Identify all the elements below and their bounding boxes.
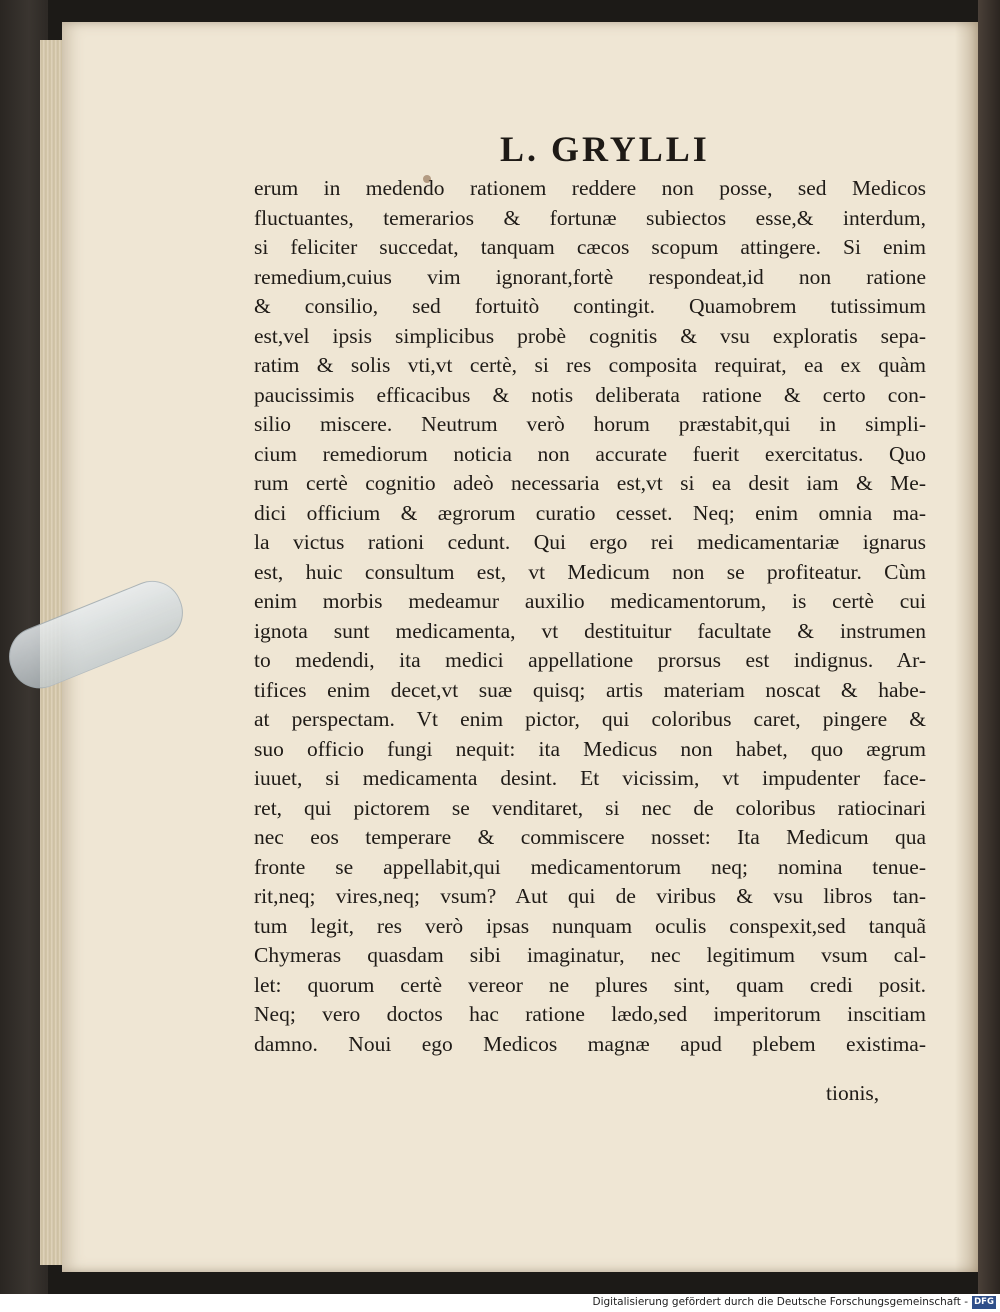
text-line: silio miscere. Neutrum verò horum præstabit,qui in simpli- (254, 412, 926, 436)
text-line: erum in medendo rationem reddere non posse, sed Medicos (254, 176, 926, 200)
text-line: ignota sunt medicamenta, vt destituitur facultate & instrumen (254, 618, 926, 643)
text-line: si feliciter succedat, tanquam cæcos scopum attingere. Si enim (254, 235, 926, 259)
page-gutter-shadow (955, 22, 980, 1272)
text-line: tifices enim decet,vt suæ quisq; artis materiam noscat & habe- (254, 677, 926, 702)
text-block (254, 174, 926, 1059)
text-line: to medendi, ita medici appellatione prorsus est indignus. Ar- (254, 648, 926, 672)
catchword: tionis, (826, 1081, 880, 1105)
dfg-logo-icon: DFG (972, 1296, 996, 1309)
text-line: rit,neq; vires,neq; vsum? Aut qui de viribus & vsu libros tan- (254, 884, 926, 908)
text-line: damno. Noui ego Medicos magnæ apud plebem existima- (254, 1031, 926, 1056)
footer-bar (0, 1294, 1000, 1312)
text-line: ratim & solis vti,vt certè, si res composita requirat, ea ex quàm (254, 353, 926, 377)
text-line: let: quorum certè vereor ne plures sint, quam credi posit. (254, 972, 926, 997)
text-line: iuuet, si medicamenta desint. Et vicissim, vt impudenter face- (254, 766, 926, 790)
text-line: Chymeras quasdam sibi imaginatur, nec legitimum vsum cal- (254, 943, 926, 967)
text-line: & consilio, sed fortuitò contingit. Quamobrem tutissimum (254, 294, 926, 318)
text-line: enim morbis medeamur auxilio medicamentorum, is certè cui (254, 589, 926, 613)
text-line: ret, qui pictorem se venditaret, si nec de coloribus ratiocinari (254, 795, 926, 820)
text-line: est, huic consultum est, vt Medicum non se profiteatur. Cùm (254, 559, 926, 584)
text-line: Neq; vero doctos hac ratione lædo,sed imperitorum inscitiam (254, 1002, 926, 1026)
text-line: la victus rationi cedunt. Qui ergo rei medicamentariæ ignarus (254, 530, 926, 554)
text-line: at perspectam. Vt enim pictor, qui coloribus caret, pingere & (254, 707, 926, 731)
text-line: cium remediorum noticia non accurate fuerit exercitatus. Quo (254, 441, 926, 466)
text-line: fluctuantes, temerarios & fortunæ subiectos esse,& interdum, (254, 205, 926, 230)
text-line: est,vel ipsis simplicibus probè cognitis & vsu exploratis sepa- (254, 323, 926, 348)
text-line: fronte se appellabit,qui medicamentorum neq; nomina tenue- (254, 854, 926, 879)
text-line: nec eos temperare & commiscere nosset: Ita Medicum qua (254, 825, 926, 849)
text-line: dici officium & ægrorum curatio cesset. Neq; enim omnia ma- (254, 500, 926, 525)
text-line: rum certè cognitio adeò necessaria est,vt si ea desit iam & Me- (254, 471, 926, 495)
text-line: tum legit, res verò ipsas nunquam oculis conspexit,sed tanquã (254, 913, 926, 938)
text-line: paucissimis efficacibus & notis deliberata ratione & certo con- (254, 382, 926, 407)
text-line: suo officio fungi nequit: ita Medicus non habet, quo ægrum (254, 736, 926, 761)
text-line: remedium,cuius vim ignorant,fortè respondeat,id non ratione (254, 264, 926, 289)
footer-credit: Digitalisierung gefördert durch die Deutsche Forschungsgemeinschaft - (592, 1296, 968, 1308)
book-cover-right (978, 0, 1000, 1294)
running-head: L. GRYLLI (500, 129, 710, 169)
